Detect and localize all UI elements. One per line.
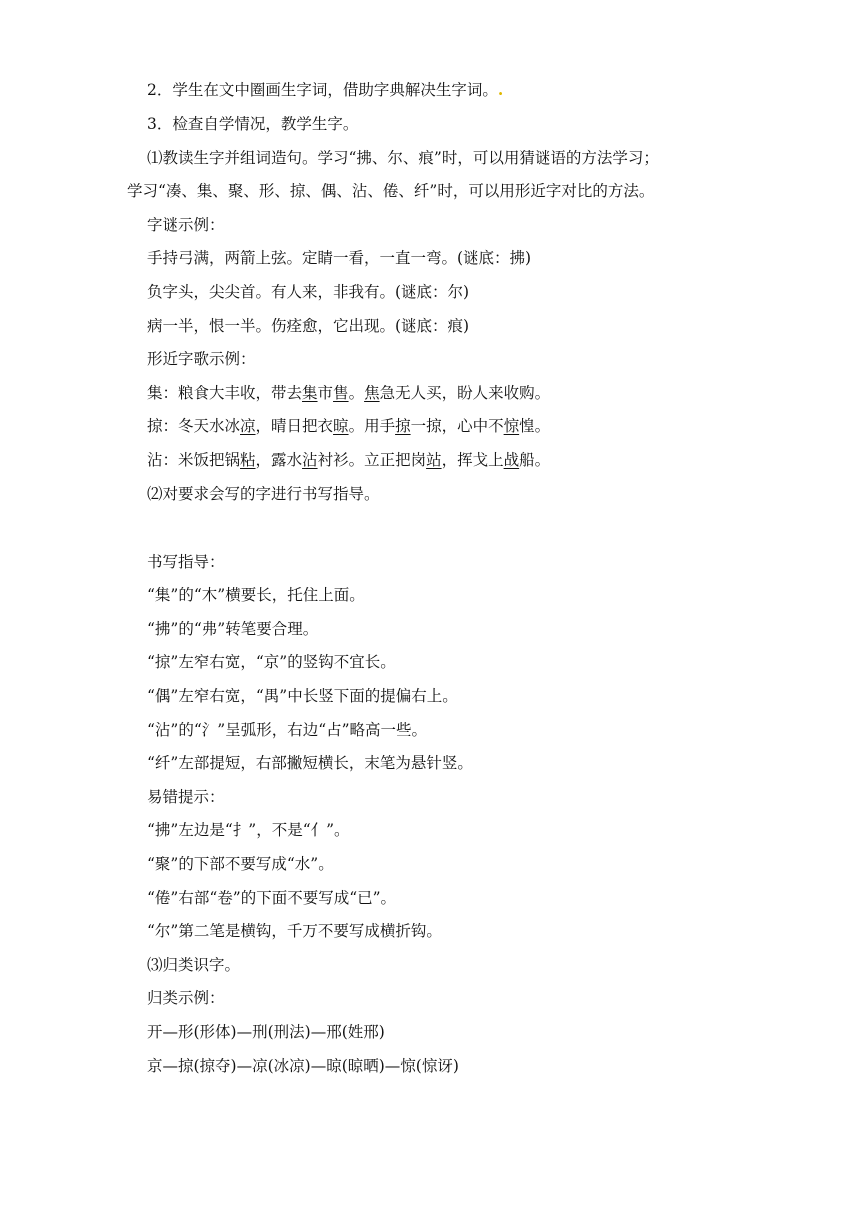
error-tip-2: “聚”的下部不要写成“水”。 <box>147 855 334 873</box>
writing-tip-4: “偶”左窄右宽，“禺”中长竖下面的提偏右上。 <box>147 687 458 705</box>
riddle-2: 负字头，尖尖首。有人来，非我有。(谜底：尔) <box>147 283 470 301</box>
error-tip-4: “尔”第二笔是横钩，千万不要写成横折钩。 <box>147 922 442 940</box>
writing-heading: 书写指导： <box>147 553 225 571</box>
error-tip-3: “倦”右部“卷”的下面不要写成“已”。 <box>147 889 397 907</box>
writing-tip-1: “集”的“木”横要长，托住上面。 <box>147 586 365 604</box>
dot-mark: . <box>497 80 504 99</box>
song-line-ji: 集：粮食大丰收，带去集市售。焦急无人买，盼人来收购。 <box>147 384 551 402</box>
paragraph-teach-3: ⑶归类识字。 <box>147 956 241 974</box>
song-line-zhan: 沾：米饭把锅粘，露水沾衬衫。立正把岗站，挥戈上战船。 <box>147 451 551 469</box>
writing-tip-6: “纤”左部提短，右部撇短横长，末笔为悬针竖。 <box>147 754 473 772</box>
writing-tip-3: “掠”左窄右宽，“京”的竖钩不宜长。 <box>147 653 396 671</box>
paragraph-teach-1: ⑴教读生字并组词造句。学习“拂、尔、痕”时，可以用猜谜语的方法学习； <box>147 149 659 167</box>
error-heading: 易错提示： <box>147 788 225 806</box>
group-example-2: 京—掠(掠夺)—凉(冰凉)—晾(晾晒)—惊(惊讶) <box>147 1057 459 1075</box>
song-line-lue: 掠：冬天水冰凉，晴日把衣晾。用手掠一掠，心中不惊惶。 <box>147 417 551 435</box>
group-heading: 归类示例： <box>147 989 225 1007</box>
group-example-1: 开—形(形体)—刑(刑法)—邢(姓邢) <box>147 1023 385 1041</box>
writing-tip-2: “拂”的“弗”转笔要合理。 <box>147 620 319 638</box>
riddle-1: 手持弓满，两箭上弦。定睛一看，一直一弯。(谜底：拂) <box>147 249 532 267</box>
paragraph-step-2 <box>147 80 503 100</box>
paragraph-step-3: 3．检查自学情况，教学生字。 <box>147 115 359 133</box>
error-tip-1: “拂”左边是“扌”，不是“亻”。 <box>147 821 350 839</box>
paragraph-teach-2: ⑵对要求会写的字进行书写指导。 <box>147 485 380 503</box>
riddle-3: 病一半，恨一半。伤痊愈，它出现。(谜底：痕) <box>147 317 470 335</box>
paragraph-teach-1-cont: 学习“凑、集、聚、形、掠、偶、沾、倦、纤”时，可以用形近字对比的方法。 <box>127 182 655 200</box>
song-heading: 形近字歌示例： <box>147 350 256 368</box>
writing-tip-5: “沾”的“氵”呈弧形，右边“占”略高一些。 <box>147 721 428 739</box>
riddle-heading: 字谜示例： <box>147 216 225 234</box>
step-2-text: 2．学生在文中圈画生字词，借助字典解决生字词。 <box>147 81 498 99</box>
